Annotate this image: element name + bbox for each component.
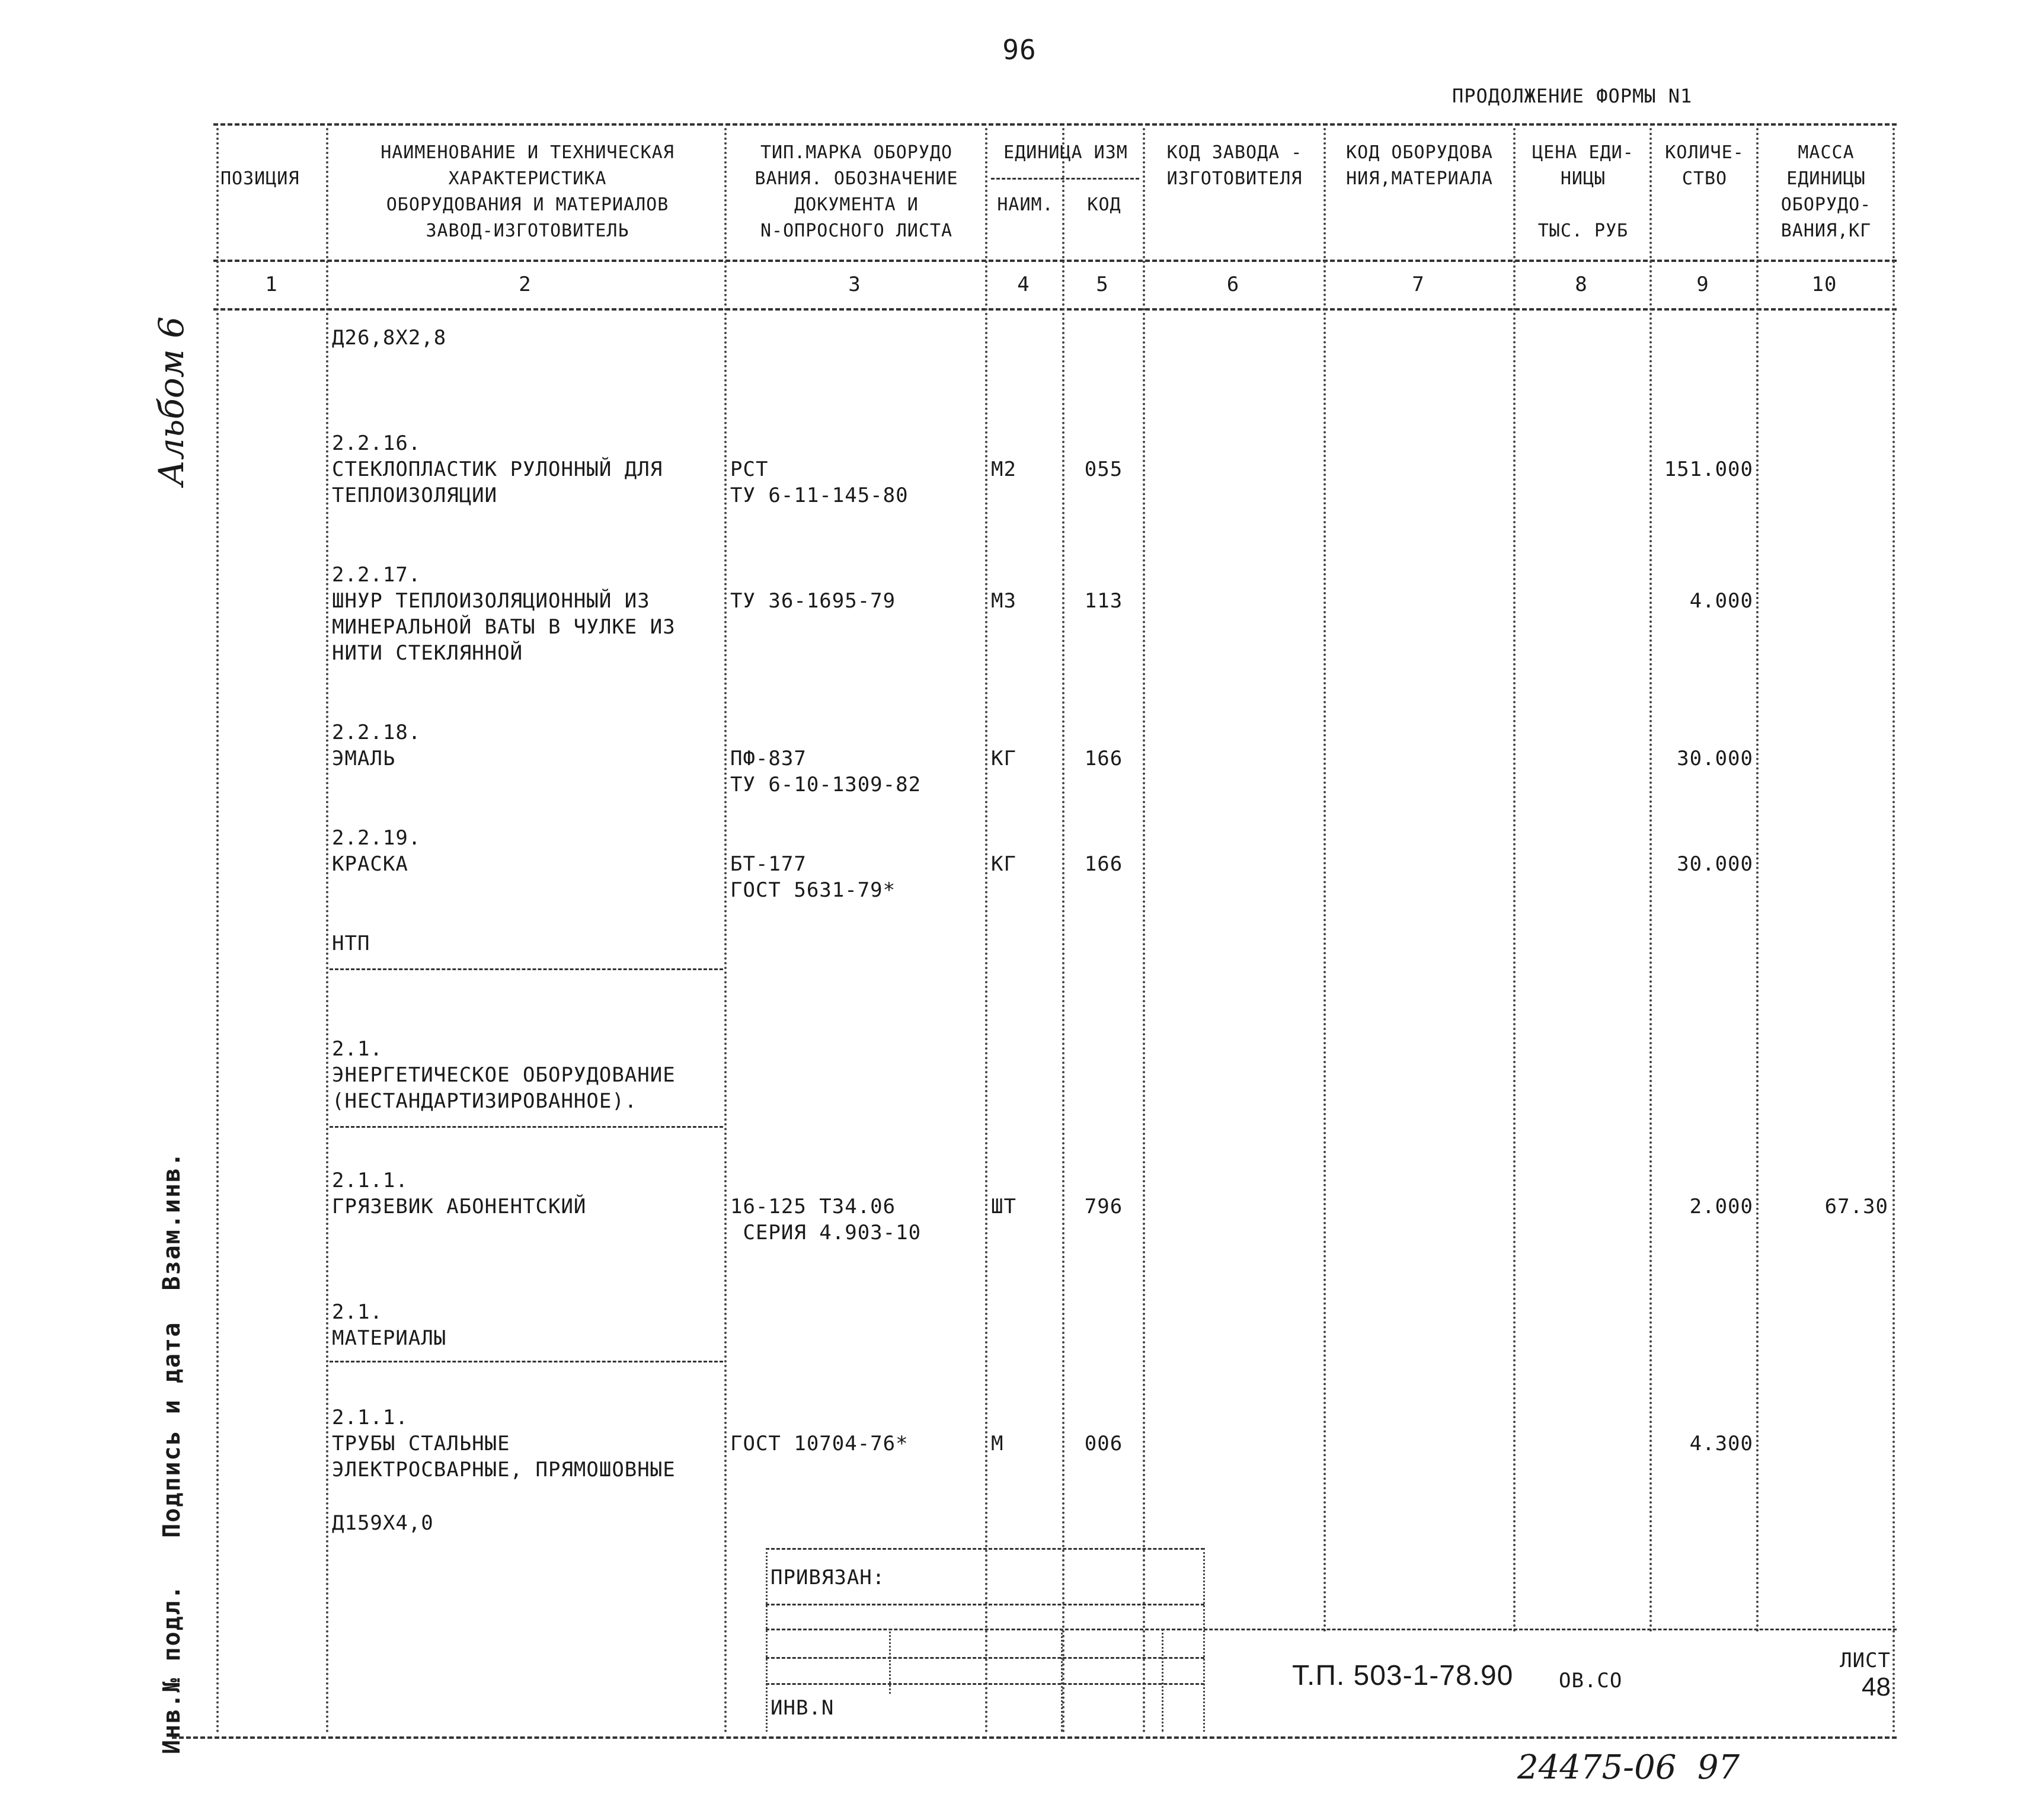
row-qty: 151.000 <box>1664 458 1753 481</box>
col-number: 5 <box>1096 273 1109 296</box>
row-unit: ШТ <box>991 1195 1016 1218</box>
archive-number: 24475-06 97 <box>1517 1748 1740 1787</box>
col-number: 6 <box>1226 273 1240 296</box>
continuation-note: ПРОДОЛЖЕНИЕ ФОРМЫ N1 <box>1452 85 1693 107</box>
row-code: 166 <box>1084 852 1123 876</box>
row-name: Д26,8Х2,8 <box>332 326 447 350</box>
side-album-label: Альбом 6 <box>151 316 191 486</box>
row-unit: КГ <box>991 747 1016 770</box>
stamp-attached-label: ПРИВЯЗАН: <box>771 1566 885 1589</box>
col-number: 7 <box>1412 273 1425 296</box>
row-type: РСТ <box>730 458 769 481</box>
row-unit: КГ <box>991 852 1016 876</box>
row-type: 16-125 Т34.06 <box>730 1195 896 1218</box>
doc-suffix: ОВ.СО <box>1559 1669 1623 1693</box>
col-number: 1 <box>265 273 278 296</box>
header-type-3: ДОКУМЕНТА И <box>794 194 919 215</box>
row-mass: 67.30 <box>1824 1195 1888 1218</box>
row-unit: М <box>991 1432 1004 1456</box>
row-type: БТ-177 <box>730 852 807 876</box>
row-name: 2.1.1. <box>332 1406 408 1429</box>
header-type-1: ТИП.МАРКА ОБОРУДО <box>760 142 953 163</box>
row-qty: 4.300 <box>1689 1432 1753 1456</box>
row-unit: М3 <box>991 589 1016 613</box>
col-number: 9 <box>1696 273 1709 296</box>
row-type: ТУ 6-10-1309-82 <box>730 773 922 797</box>
header-mass-3: ОБОРУДО- <box>1780 194 1872 215</box>
row-name: НТП <box>332 932 370 955</box>
row-name: МАТЕРИАЛЫ <box>332 1326 447 1350</box>
row-type: СЕРИЯ 4.903-10 <box>730 1221 922 1245</box>
doc-code: Т.П. 503-1-78.90 <box>1292 1660 1514 1691</box>
row-code: 166 <box>1084 747 1123 770</box>
header-equipcode-2: НИЯ,МАТЕРИАЛА <box>1346 168 1493 189</box>
header-position: ПОЗИЦИЯ <box>220 168 300 189</box>
row-name: ШНУР ТЕПЛОИЗОЛЯЦИОННЫЙ ИЗ <box>332 589 650 613</box>
header-name-2: ХАРАКТЕРИСТИКА <box>448 168 607 189</box>
col-number: 3 <box>848 273 861 296</box>
row-name: ЭНЕРГЕТИЧЕСКОЕ ОБОРУДОВАНИЕ <box>332 1063 676 1087</box>
row-name: ЭЛЕКТРОСВАРНЫЕ, ПРЯМОШОВНЫЕ <box>332 1458 676 1482</box>
header-factory-1: КОД ЗАВОДА - <box>1166 142 1303 163</box>
col-number: 8 <box>1575 273 1588 296</box>
sheet-label: ЛИСТ <box>1840 1649 1891 1672</box>
row-name: 2.2.17. <box>332 563 421 587</box>
row-name: КРАСКА <box>332 852 408 876</box>
row-name: 2.1. <box>332 1037 383 1061</box>
header-mass-2: ЕДИНИЦЫ <box>1786 168 1866 189</box>
header-qty-2: СТВО <box>1681 168 1728 189</box>
header-mass-4: ВАНИЯ,КГ <box>1780 220 1872 241</box>
row-qty: 2.000 <box>1689 1195 1753 1218</box>
row-name: 2.2.16. <box>332 431 421 455</box>
row-name: 2.1.1. <box>332 1169 408 1192</box>
row-code: 113 <box>1084 589 1123 613</box>
side-inventory-label: Инв.№ подл. Подпись и дата Взам.инв. <box>158 1151 186 1754</box>
header-name-3: ОБОРУДОВАНИЯ И МАТЕРИАЛОВ <box>386 194 669 215</box>
row-name: МИНЕРАЛЬНОЙ ВАТЫ В ЧУЛКЕ ИЗ <box>332 615 676 639</box>
header-price-1: ЦЕНА ЕДИ- <box>1532 142 1634 163</box>
row-name: НИТИ СТЕКЛЯННОЙ <box>332 641 523 665</box>
header-price-2: НИЦЫ <box>1560 168 1606 189</box>
row-code: 055 <box>1084 458 1123 481</box>
col-number: 2 <box>519 273 532 296</box>
row-name: (НЕСТАНДАРТИЗИРОВАННОЕ). <box>332 1089 638 1113</box>
row-qty: 30.000 <box>1677 852 1753 876</box>
stamp-inv-label: ИНВ.N <box>771 1696 835 1720</box>
header-mass-1: МАССА <box>1798 142 1855 163</box>
header-price-3: ТЫС. РУБ <box>1537 220 1629 241</box>
row-type: ГОСТ 5631-79* <box>730 878 896 902</box>
row-qty: 30.000 <box>1677 747 1753 770</box>
row-type: ТУ 6-11-145-80 <box>730 484 909 507</box>
row-name: ГРЯЗЕВИК АБОНЕНТСКИЙ <box>332 1195 587 1218</box>
row-type: ПФ-837 <box>730 747 807 770</box>
row-type: ГОСТ 10704-76* <box>730 1432 909 1456</box>
sheet-number: 48 <box>1862 1672 1891 1701</box>
header-factory-2: ИЗГОТОВИТЕЛЯ <box>1166 168 1303 189</box>
header-unit-name: НАИМ. <box>997 194 1054 215</box>
col-number: 10 <box>1811 273 1837 296</box>
row-name: Д159Х4,0 <box>332 1511 434 1535</box>
header-name-1: НАИМЕНОВАНИЕ И ТЕХНИЧЕСКАЯ <box>381 142 674 163</box>
row-name: СТЕКЛОПЛАСТИК РУЛОННЫЙ ДЛЯ <box>332 458 663 481</box>
row-name: 2.2.19. <box>332 826 421 850</box>
row-code: 006 <box>1084 1432 1123 1456</box>
header-qty-1: КОЛИЧЕ- <box>1665 142 1744 163</box>
col-number: 4 <box>1017 273 1030 296</box>
page-number: 96 <box>1002 34 1037 66</box>
header-unit: ЕДИНИЦА ИЗМ <box>1003 142 1128 163</box>
header-type-2: ВАНИЯ. ОБОЗНАЧЕНИЕ <box>755 168 958 189</box>
row-name: ЭМАЛЬ <box>332 747 396 770</box>
row-qty: 4.000 <box>1689 589 1753 613</box>
header-name-4: ЗАВОД-ИЗГОТОВИТЕЛЬ <box>426 220 629 241</box>
header-type-4: N-ОПРОСНОГО ЛИСТА <box>760 220 953 241</box>
row-name: ТЕПЛОИЗОЛЯЦИИ <box>332 484 498 507</box>
row-type: ТУ 36-1695-79 <box>730 589 896 613</box>
row-code: 796 <box>1084 1195 1123 1218</box>
row-name: ТРУБЫ СТАЛЬНЫЕ <box>332 1432 510 1456</box>
row-name: 2.2.18. <box>332 721 421 744</box>
row-unit: М2 <box>991 458 1016 481</box>
header-unit-code: КОД <box>1087 194 1121 215</box>
header-equipcode-1: КОД ОБОРУДОВА <box>1346 142 1493 163</box>
row-name: 2.1. <box>332 1300 383 1324</box>
